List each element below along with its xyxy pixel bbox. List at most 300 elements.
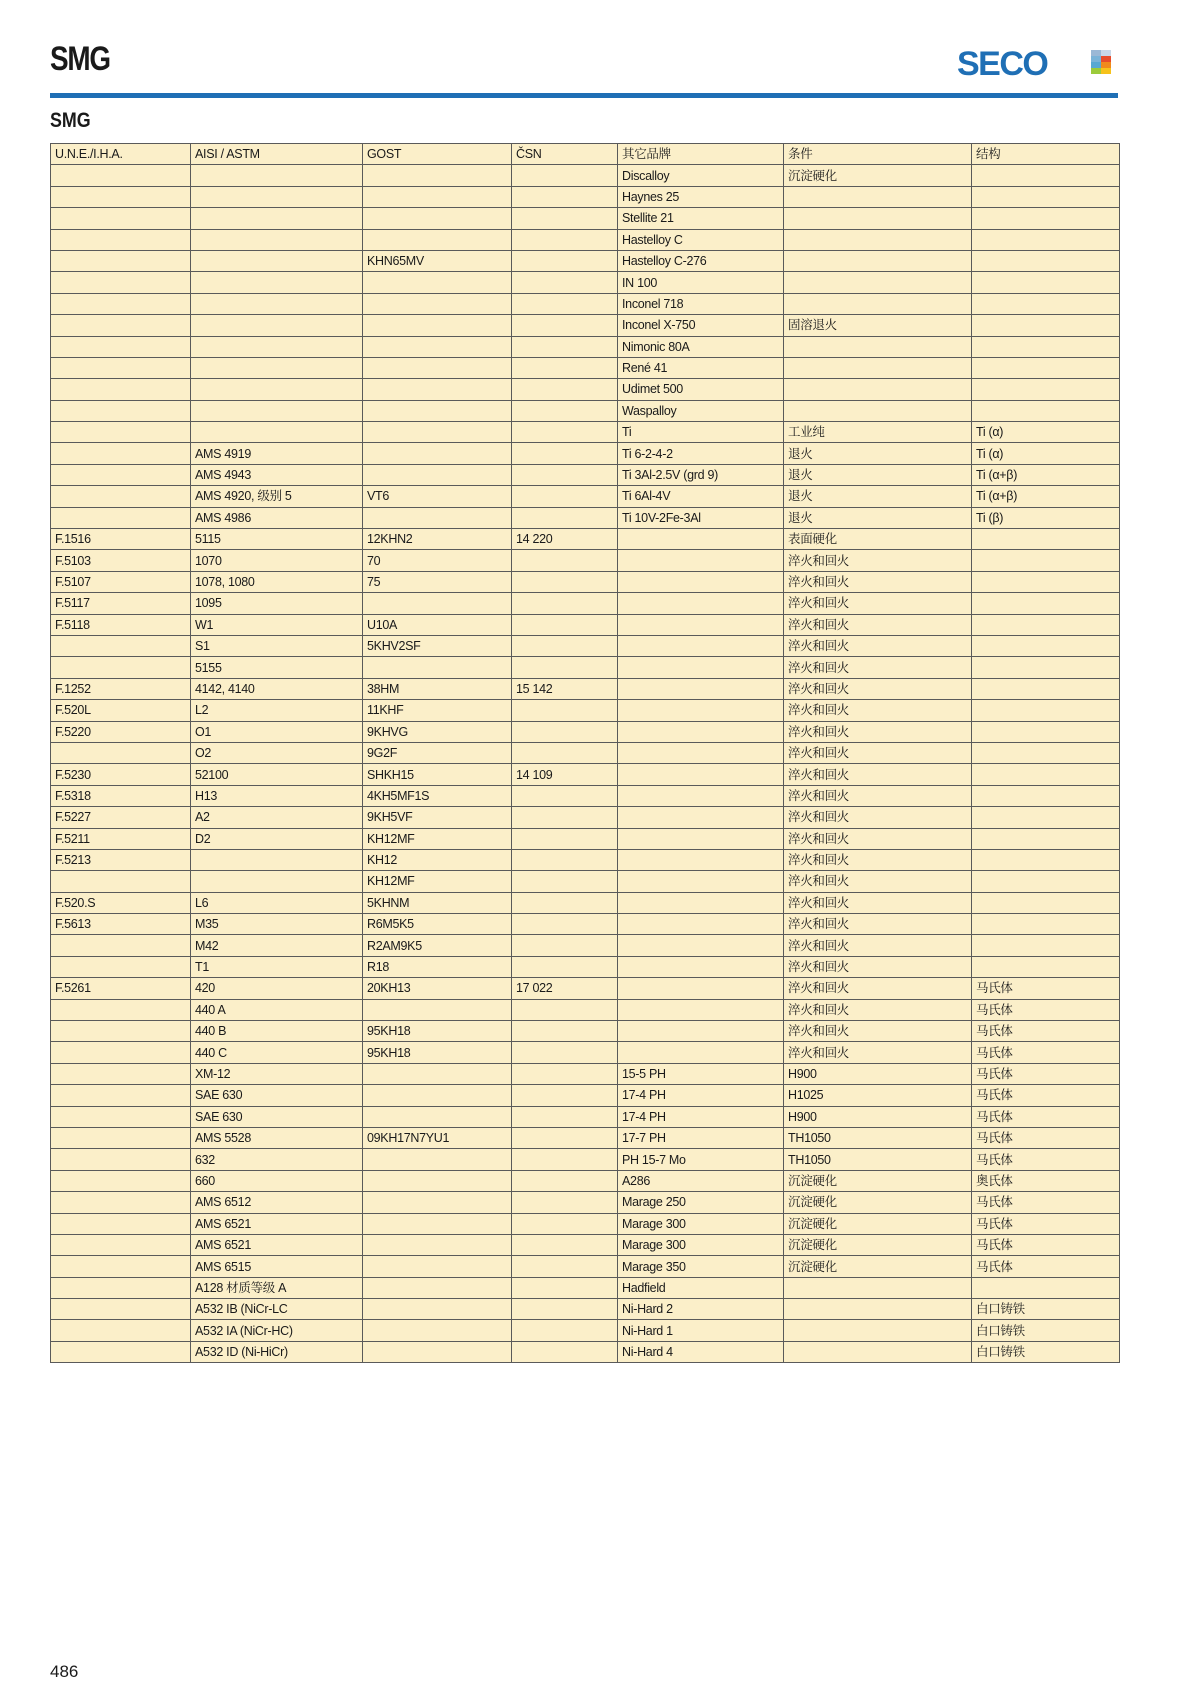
table-row (51, 999, 1120, 1020)
table-cell: 淬火和回火 (784, 742, 972, 763)
table-cell (191, 422, 363, 443)
table-cell: Hastelloy C-276 (618, 250, 784, 271)
table-cell (512, 721, 618, 742)
table-cell (972, 165, 1120, 186)
table-row (51, 871, 1120, 892)
table-cell (512, 1042, 618, 1063)
table-cell (363, 1170, 512, 1191)
table-cell (51, 1170, 191, 1191)
table-cell (51, 1085, 191, 1106)
table-cell (51, 935, 191, 956)
table-cell: Ni-Hard 1 (618, 1320, 784, 1341)
table-cell: IN 100 (618, 272, 784, 293)
table-row (51, 443, 1120, 464)
table-row (51, 1299, 1120, 1320)
table-cell (618, 657, 784, 678)
table-cell (512, 849, 618, 870)
table-cell: 退火 (784, 464, 972, 485)
table-cell (51, 1299, 191, 1320)
table-cell (784, 293, 972, 314)
table-cell (512, 293, 618, 314)
table-cell: SAE 630 (191, 1085, 363, 1106)
table-cell (51, 1149, 191, 1170)
table-cell (191, 871, 363, 892)
table-cell (512, 614, 618, 635)
table-cell (512, 229, 618, 250)
table-cell (618, 764, 784, 785)
table-cell (363, 357, 512, 378)
table-cell (51, 229, 191, 250)
table-cell (191, 208, 363, 229)
table-cell (51, 165, 191, 186)
table-row (51, 550, 1120, 571)
table-cell: Ti (α+β) (972, 486, 1120, 507)
table-cell: TH1050 (784, 1149, 972, 1170)
table-cell: 淬火和回火 (784, 849, 972, 870)
table-cell (191, 357, 363, 378)
table-cell (51, 315, 191, 336)
table-cell (512, 443, 618, 464)
table-row (51, 849, 1120, 870)
table-cell (512, 571, 618, 592)
table-cell (512, 1213, 618, 1234)
table-cell (191, 293, 363, 314)
table-cell: 4142, 4140 (191, 678, 363, 699)
table-row (51, 1256, 1120, 1277)
table-cell: 12KHN2 (363, 529, 512, 550)
table-cell: 沉淀硬化 (784, 165, 972, 186)
table-cell: 1070 (191, 550, 363, 571)
table-cell: F.5213 (51, 849, 191, 870)
seco-logo-text: SECO (957, 45, 1048, 83)
table-cell (618, 571, 784, 592)
table-cell (363, 165, 512, 186)
table-cell (51, 742, 191, 763)
table-cell: Ti 3Al-2.5V (grd 9) (618, 464, 784, 485)
table-cell (972, 1277, 1120, 1298)
table-cell: Waspalloy (618, 400, 784, 421)
table-cell (972, 593, 1120, 614)
table-header-cell: 其它品牌 (618, 144, 784, 165)
table-row (51, 464, 1120, 485)
table-cell: 淬火和回火 (784, 593, 972, 614)
table-cell: 马氏体 (972, 1256, 1120, 1277)
table-cell (784, 1320, 972, 1341)
table-cell: 95KH18 (363, 1042, 512, 1063)
table-cell: A286 (618, 1170, 784, 1191)
table-cell: 淬火和回火 (784, 1042, 972, 1063)
table-cell: H1025 (784, 1085, 972, 1106)
table-row (51, 807, 1120, 828)
table-cell: 马氏体 (972, 1106, 1120, 1127)
table-cell: 1095 (191, 593, 363, 614)
table-cell (512, 892, 618, 913)
table-cell (972, 764, 1120, 785)
table-row (51, 507, 1120, 528)
table-row (51, 229, 1120, 250)
table-cell (512, 357, 618, 378)
table-cell: 沉淀硬化 (784, 1213, 972, 1234)
table-cell (512, 700, 618, 721)
table-cell (618, 914, 784, 935)
table-cell (363, 443, 512, 464)
table-cell (972, 614, 1120, 635)
table-cell: 马氏体 (972, 1021, 1120, 1042)
table-cell (51, 422, 191, 443)
table-cell (512, 657, 618, 678)
table-cell: Marage 300 (618, 1213, 784, 1234)
table-cell: 马氏体 (972, 1063, 1120, 1084)
table-cell: 马氏体 (972, 1234, 1120, 1255)
table-cell (191, 250, 363, 271)
table-cell (191, 315, 363, 336)
table-cell (512, 785, 618, 806)
table-cell (191, 165, 363, 186)
table-header-cell: GOST (363, 144, 512, 165)
table-row (51, 1063, 1120, 1084)
table-cell (512, 1341, 618, 1362)
table-cell (618, 1042, 784, 1063)
table-cell (618, 935, 784, 956)
table-cell (618, 892, 784, 913)
table-cell (363, 1063, 512, 1084)
table-cell: F.5230 (51, 764, 191, 785)
table-cell: AMS 6521 (191, 1213, 363, 1234)
table-cell: SHKH15 (363, 764, 512, 785)
table-cell: XM-12 (191, 1063, 363, 1084)
table-cell (363, 272, 512, 293)
table-cell (191, 336, 363, 357)
table-cell (512, 871, 618, 892)
table-cell: U10A (363, 614, 512, 635)
table-cell: TH1050 (784, 1127, 972, 1148)
table-cell (972, 550, 1120, 571)
table-cell: 14 109 (512, 764, 618, 785)
table-row (51, 1149, 1120, 1170)
table-cell (51, 1213, 191, 1234)
table-cell (363, 507, 512, 528)
table-cell: Nimonic 80A (618, 336, 784, 357)
table-row (51, 1170, 1120, 1191)
table-row (51, 529, 1120, 550)
table-cell: Inconel X-750 (618, 315, 784, 336)
table-cell (972, 935, 1120, 956)
table-cell (51, 635, 191, 656)
table-cell: Ti (618, 422, 784, 443)
table-row (51, 1234, 1120, 1255)
table-cell (51, 1256, 191, 1277)
table-cell (512, 935, 618, 956)
table-cell: F.5118 (51, 614, 191, 635)
table-row (51, 978, 1120, 999)
table-cell (512, 742, 618, 763)
table-cell: 5KHNM (363, 892, 512, 913)
table-cell (51, 486, 191, 507)
table-cell: R6M5K5 (363, 914, 512, 935)
table-cell: Discalloy (618, 165, 784, 186)
table-cell (972, 293, 1120, 314)
table-cell (363, 999, 512, 1020)
table-cell (618, 593, 784, 614)
table-cell: AMS 6512 (191, 1192, 363, 1213)
table-cell: 淬火和回火 (784, 871, 972, 892)
table-cell: F.520.S (51, 892, 191, 913)
table-cell: 38HM (363, 678, 512, 699)
table-cell: A532 IA (NiCr-HC) (191, 1320, 363, 1341)
table-cell (512, 208, 618, 229)
table-cell (363, 400, 512, 421)
table-cell (512, 914, 618, 935)
table-cell (363, 293, 512, 314)
table-row (51, 379, 1120, 400)
table-cell: AMS 6521 (191, 1234, 363, 1255)
table-cell (618, 742, 784, 763)
table-cell: A2 (191, 807, 363, 828)
table-cell: AMS 4943 (191, 464, 363, 485)
table-cell (51, 507, 191, 528)
table-cell (972, 785, 1120, 806)
table-cell (972, 892, 1120, 913)
table-row (51, 935, 1120, 956)
table-cell (51, 1127, 191, 1148)
table-cell (51, 1341, 191, 1362)
table-cell (363, 464, 512, 485)
table-cell: 白口铸铁 (972, 1341, 1120, 1362)
table-cell: L6 (191, 892, 363, 913)
table-cell: F.5107 (51, 571, 191, 592)
table-cell: 11KHF (363, 700, 512, 721)
table-cell: 9KH5VF (363, 807, 512, 828)
table-row (51, 272, 1120, 293)
table-cell (618, 978, 784, 999)
table-row (51, 315, 1120, 336)
table-cell (972, 208, 1120, 229)
table-cell (363, 1149, 512, 1170)
table-cell (512, 635, 618, 656)
table-cell: Ni-Hard 2 (618, 1299, 784, 1320)
table-cell (618, 1021, 784, 1042)
table-row (51, 764, 1120, 785)
table-cell: 5115 (191, 529, 363, 550)
table-cell (784, 379, 972, 400)
table-cell: 17 022 (512, 978, 618, 999)
table-cell: 440 B (191, 1021, 363, 1042)
table-cell (784, 250, 972, 271)
table-cell (363, 1192, 512, 1213)
table-cell: 退火 (784, 507, 972, 528)
table-cell: 马氏体 (972, 1042, 1120, 1063)
table-cell (51, 443, 191, 464)
table-row (51, 1277, 1120, 1298)
table-cell (512, 807, 618, 828)
table-cell (972, 336, 1120, 357)
table-cell: 52100 (191, 764, 363, 785)
table-cell: 5155 (191, 657, 363, 678)
table-cell (51, 1277, 191, 1298)
table-cell: 沉淀硬化 (784, 1234, 972, 1255)
table-cell (972, 849, 1120, 870)
table-cell: 奥氏体 (972, 1170, 1120, 1191)
table-cell: 75 (363, 571, 512, 592)
table-cell (51, 871, 191, 892)
table-cell (972, 678, 1120, 699)
table-cell: 440 C (191, 1042, 363, 1063)
table-cell (363, 336, 512, 357)
table-cell (618, 785, 784, 806)
table-row (51, 357, 1120, 378)
table-cell: 固溶退火 (784, 315, 972, 336)
table-cell (363, 657, 512, 678)
table-cell (972, 914, 1120, 935)
table-cell: 淬火和回火 (784, 935, 972, 956)
table-cell: F.5220 (51, 721, 191, 742)
table-cell: 淬火和回火 (784, 678, 972, 699)
table-cell: Marage 250 (618, 1192, 784, 1213)
table-row (51, 593, 1120, 614)
table-cell (512, 1063, 618, 1084)
table-cell (363, 208, 512, 229)
table-cell (972, 529, 1120, 550)
table-cell (972, 186, 1120, 207)
table-cell (363, 229, 512, 250)
table-cell (784, 272, 972, 293)
table-cell: F.5227 (51, 807, 191, 828)
table-cell (363, 186, 512, 207)
table-cell (363, 1106, 512, 1127)
table-cell: 淬火和回火 (784, 764, 972, 785)
table-cell (512, 165, 618, 186)
table-row (51, 400, 1120, 421)
table-cell (363, 1320, 512, 1341)
header-divider (50, 93, 1118, 98)
table-cell (972, 956, 1120, 977)
table-cell (784, 229, 972, 250)
table-cell: KH12MF (363, 828, 512, 849)
table-cell (51, 1021, 191, 1042)
table-cell (512, 1277, 618, 1298)
table-cell: 1078, 1080 (191, 571, 363, 592)
table-cell: 马氏体 (972, 1085, 1120, 1106)
table-cell: F.1252 (51, 678, 191, 699)
table-row (51, 828, 1120, 849)
table-row (51, 700, 1120, 721)
table-cell (51, 293, 191, 314)
table-cell: 沉淀硬化 (784, 1192, 972, 1213)
table-row (51, 1021, 1120, 1042)
material-table-container (50, 143, 1119, 1363)
table-row (51, 422, 1120, 443)
table-cell: 沉淀硬化 (784, 1256, 972, 1277)
table-cell: F.520L (51, 700, 191, 721)
table-cell: VT6 (363, 486, 512, 507)
table-cell: S1 (191, 635, 363, 656)
table-cell (784, 1341, 972, 1362)
table-cell: 17-7 PH (618, 1127, 784, 1148)
table-cell (191, 379, 363, 400)
table-cell (363, 1234, 512, 1255)
table-cell (363, 1213, 512, 1234)
table-cell (972, 400, 1120, 421)
table-cell (784, 1299, 972, 1320)
table-cell: Ni-Hard 4 (618, 1341, 784, 1362)
table-row (51, 785, 1120, 806)
table-cell (51, 657, 191, 678)
table-cell: 淬火和回火 (784, 807, 972, 828)
table-cell (512, 315, 618, 336)
table-row (51, 635, 1120, 656)
table-cell (972, 571, 1120, 592)
table-cell (512, 486, 618, 507)
table-cell: 表面硬化 (784, 529, 972, 550)
table-cell (191, 186, 363, 207)
table-cell (51, 250, 191, 271)
table-row (51, 914, 1120, 935)
table-cell (51, 1234, 191, 1255)
table-cell (512, 400, 618, 421)
table-cell (191, 272, 363, 293)
table-cell: 20KH13 (363, 978, 512, 999)
table-row (51, 1127, 1120, 1148)
table-cell: T1 (191, 956, 363, 977)
table-cell: 15 142 (512, 678, 618, 699)
table-cell: 17-4 PH (618, 1106, 784, 1127)
table-cell: O2 (191, 742, 363, 763)
table-cell (512, 186, 618, 207)
table-header-cell: U.N.E./I.H.A. (51, 144, 191, 165)
table-cell (512, 1127, 618, 1148)
table-cell (618, 849, 784, 870)
table-cell (972, 828, 1120, 849)
table-cell (51, 357, 191, 378)
table-cell (618, 807, 784, 828)
table-cell: 淬火和回火 (784, 1021, 972, 1042)
table-cell: KH12 (363, 849, 512, 870)
table-cell (51, 1106, 191, 1127)
table-cell: R2AM9K5 (363, 935, 512, 956)
table-row (51, 250, 1120, 271)
table-cell: 660 (191, 1170, 363, 1191)
table-cell (51, 1042, 191, 1063)
table-cell (512, 1256, 618, 1277)
table-header-cell: 条件 (784, 144, 972, 165)
table-cell (51, 186, 191, 207)
table-cell: 淬火和回火 (784, 550, 972, 571)
table-cell (618, 828, 784, 849)
table-cell (784, 186, 972, 207)
table-cell: O1 (191, 721, 363, 742)
table-row (51, 956, 1120, 977)
page-title: SMG (50, 40, 110, 78)
table-row (51, 293, 1120, 314)
table-row (51, 1106, 1120, 1127)
table-cell (512, 1234, 618, 1255)
table-cell: 15-5 PH (618, 1063, 784, 1084)
page-number: 486 (50, 1662, 79, 1681)
table-row (51, 1213, 1120, 1234)
table-cell: H13 (191, 785, 363, 806)
table-row (51, 892, 1120, 913)
table-cell: Ti (α) (972, 422, 1120, 443)
table-cell: 工业纯 (784, 422, 972, 443)
table-cell: Ti 6-2-4-2 (618, 443, 784, 464)
table-cell: D2 (191, 828, 363, 849)
table-cell: Marage 300 (618, 1234, 784, 1255)
table-cell (363, 1299, 512, 1320)
table-cell: 淬火和回火 (784, 657, 972, 678)
table-cell (972, 229, 1120, 250)
table-cell (51, 272, 191, 293)
table-header-row (51, 144, 1120, 165)
